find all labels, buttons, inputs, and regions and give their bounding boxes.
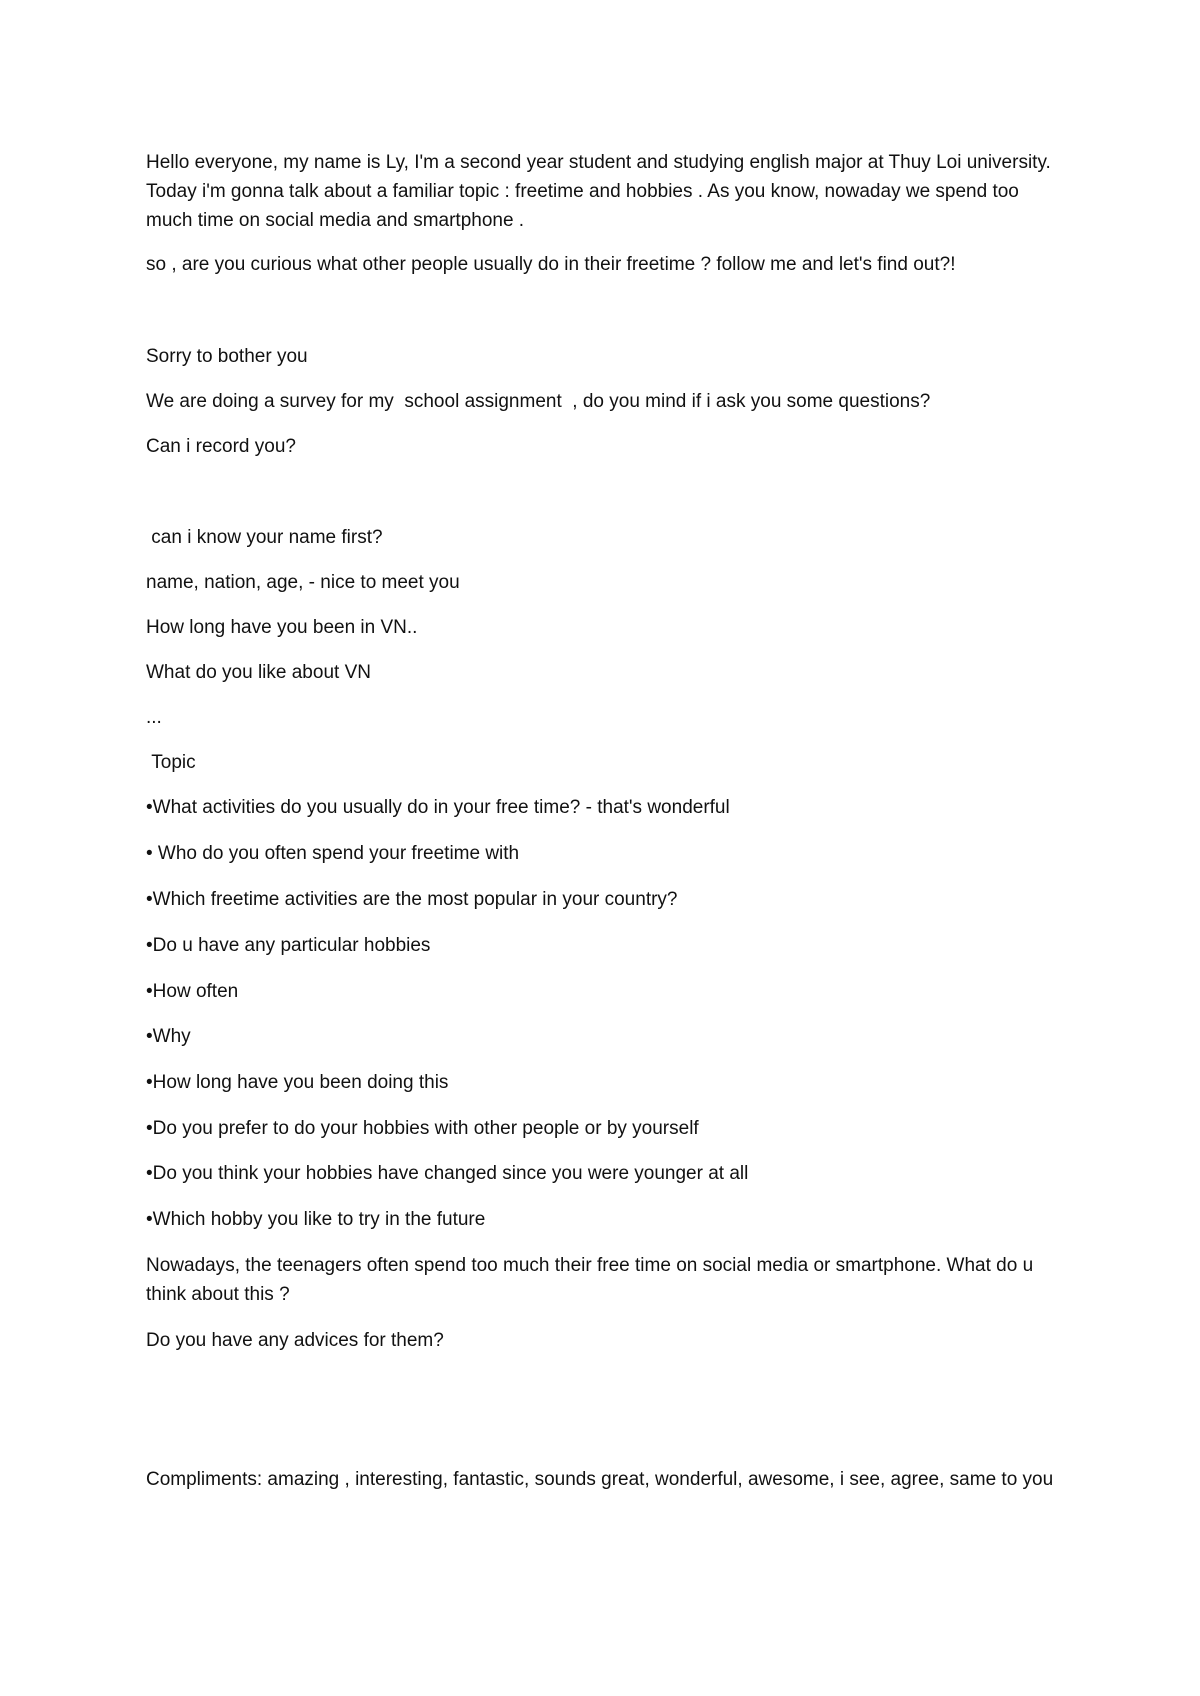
opening-record: Can i record you?: [146, 436, 296, 457]
topic-heading: Topic: [146, 752, 196, 773]
compliments-line: Compliments: amazing , interesting, fantastic, sounds great, wonderful, awesome, i see, agree, same to you: [146, 1469, 1054, 1490]
ellipsis-line: ...: [146, 707, 162, 728]
closing-advice: Do you have any advices for them?: [146, 1330, 444, 1351]
ask-name-line: can i know your name first?: [146, 527, 383, 548]
question-item: •What activities do you usually do in your free time? - that's wonderful: [146, 797, 730, 818]
question-item: •How long have you been doing this: [146, 1072, 449, 1093]
question-item: •Why: [146, 1026, 191, 1047]
opening-sorry: Sorry to bother you: [146, 346, 308, 367]
what-like-vn-line: What do you like about VN: [146, 662, 371, 683]
opening-survey: We are doing a survey for my school assignment , do you mind if i ask you some questions?: [146, 391, 931, 412]
name-nation-age-line: name, nation, age, - nice to meet you: [146, 572, 460, 593]
how-long-vn-line: How long have you been in VN..: [146, 617, 418, 638]
question-item: •Do you think your hobbies have changed since you were younger at all: [146, 1163, 749, 1184]
closing-nowadays: Nowadays, the teenagers often spend too much their free time on social media or smartphone. What do u think about this ?: [146, 1255, 1039, 1305]
question-item: • Who do you often spend your freetime with: [146, 843, 520, 864]
intro-question: so , are you curious what other people usually do in their freetime ? follow me and let's find out?!: [146, 254, 956, 275]
intro-paragraph: Hello everyone, my name is Ly, I'm a second year student and studying english major at Thuy Loi university. Today i'm gonna talk about a familiar topic : freetime and hobbies . As you know, nowaday we spend too much time on social media and smartphone .: [146, 152, 1056, 231]
question-item: •Which freetime activities are the most popular in your country?: [146, 889, 678, 910]
question-item: •Which hobby you like to try in the future: [146, 1209, 486, 1230]
question-item: •Do you prefer to do your hobbies with other people or by yourself: [146, 1118, 699, 1139]
question-item: •How often: [146, 981, 239, 1002]
question-item: •Do u have any particular hobbies: [146, 935, 431, 956]
